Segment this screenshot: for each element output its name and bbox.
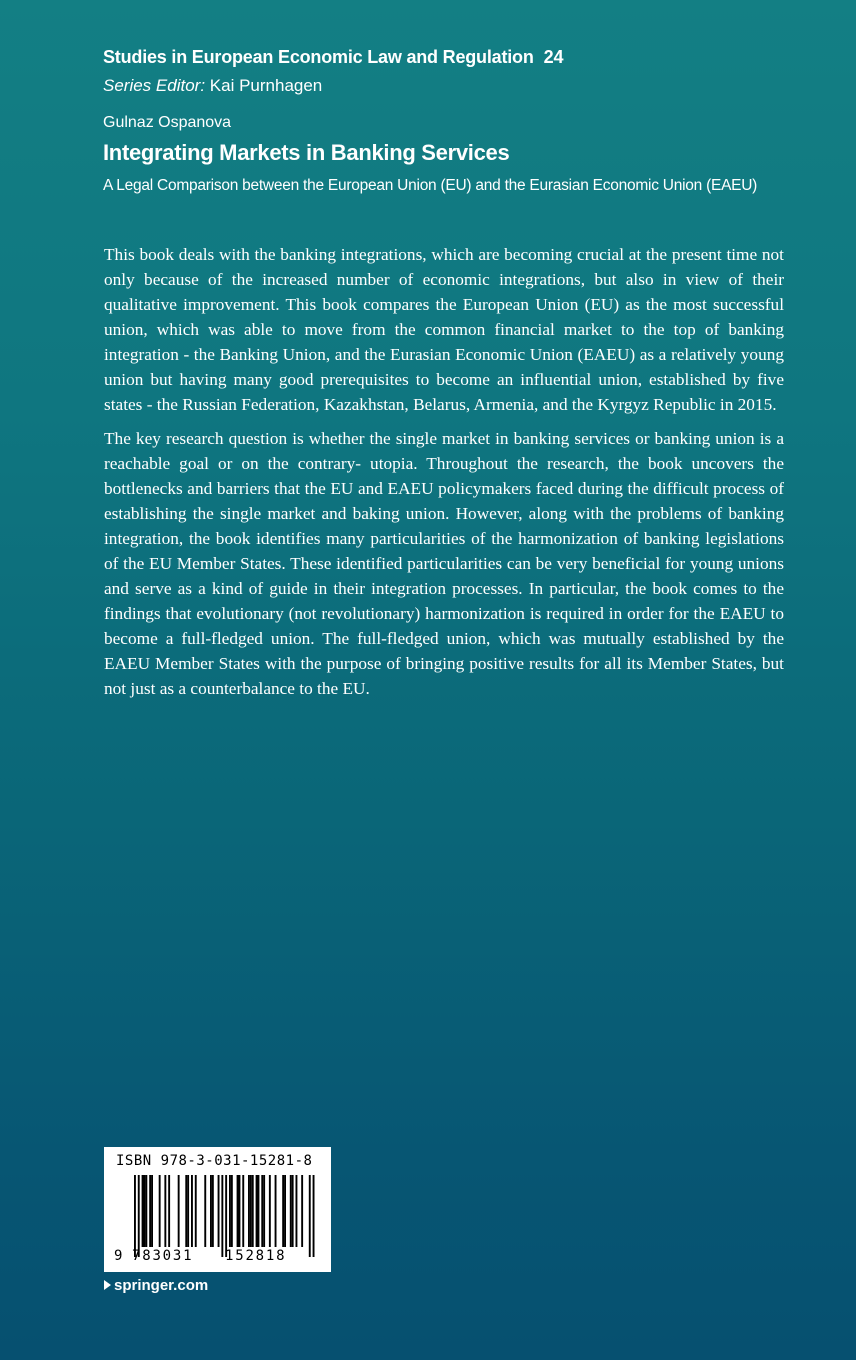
barcode-guard-bar xyxy=(134,1175,136,1257)
barcode-bar xyxy=(168,1175,170,1247)
book-subtitle: A Legal Comparison between the European Union (EU) and the Eurasian Economic Union (EAEU) xyxy=(103,177,758,194)
barcode-guard-bar xyxy=(221,1175,223,1257)
barcode-bar xyxy=(210,1175,212,1247)
barcode-bar xyxy=(237,1175,239,1247)
barcode-bar xyxy=(290,1175,292,1247)
book-author: Gulnaz Ospanova xyxy=(103,114,232,131)
barcode-bar xyxy=(191,1175,193,1247)
barcode-bar xyxy=(258,1175,260,1247)
barcode-guard-bar xyxy=(309,1175,311,1257)
barcode-bar xyxy=(250,1175,252,1247)
blurb-paragraph-2: The key research question is whether the single market in banking services or banking union is a reachable goal or on the contrary- utopia. Throughout the research, the book uncovers the bottlenecks and barriers that the EU and EAEU policymakers faced during the difficult process of establishing the single market and baking union. However, along with the problems of banking integration, the book identifies many particularities of the harmonization of banking legislations of the EU Member States. These identified particularities can be very beneficial for young unions and serve as a kind of guide in their integration processes. In particular, the book comes to the findings that evolutionary (not revolutionary) harmonization is required in order for the EAEU to become a full-fledged union. The full-fledged union, which was mutually established by the EAEU Member States with the purpose of bringing positive results for all its Member States, but not just as a counterbalance to the EU. xyxy=(104,429,784,698)
barcode-bar xyxy=(204,1175,206,1247)
barcode-bar xyxy=(252,1175,254,1247)
publisher-link[interactable] xyxy=(104,1277,208,1294)
barcode-bar xyxy=(144,1175,146,1247)
barcode-guard-bar xyxy=(138,1175,140,1257)
barcode-bar xyxy=(187,1175,189,1247)
barcode-bar xyxy=(261,1175,263,1247)
barcode-bar xyxy=(292,1175,294,1247)
barcode-bar xyxy=(275,1175,277,1247)
blurb-paragraph-1: This book deals with the banking integrations, which are becoming crucial at the present time not only because of the increased number of economic integrations, but also in view of their qualitative improvement. This book compares the European Union (EU) as the most successful union, which was able to move from the common financial market to the top of banking integration - the Banking Union, and the Eurasian Economic Union (EAEU) as a relatively young union but having many good prerequisites to become an influential union, established by five states - the Russian Federation, Kazakhstan, Belarus, Armenia, and the Kyrgyz Republic in 2015. xyxy=(104,245,784,414)
book-title: Integrating Markets in Banking Services xyxy=(103,140,510,165)
barcode-bar xyxy=(212,1175,214,1247)
barcode-bar xyxy=(218,1175,220,1247)
barcode-bar xyxy=(263,1175,265,1247)
barcode-bar xyxy=(164,1175,166,1247)
barcode-bar xyxy=(229,1175,231,1247)
barcode-bar xyxy=(284,1175,286,1247)
barcode-bar xyxy=(149,1175,151,1247)
barcode-bar xyxy=(242,1175,244,1247)
arrow-right-icon xyxy=(104,1280,111,1290)
barcode-bar xyxy=(301,1175,303,1247)
barcode-bar xyxy=(159,1175,161,1247)
isbn-label: ISBN 978-3-031-15281-8 xyxy=(116,1153,313,1169)
barcode-bar xyxy=(185,1175,187,1247)
barcode-bar xyxy=(248,1175,250,1247)
isbn-barcode xyxy=(104,1147,331,1272)
barcode-bar xyxy=(195,1175,197,1247)
series-editor xyxy=(103,76,322,96)
barcode-bar xyxy=(239,1175,241,1247)
barcode-digit-first: 9 xyxy=(114,1248,123,1264)
barcode-bar xyxy=(231,1175,233,1247)
barcode-bar xyxy=(296,1175,298,1247)
series-name: Studies in European Economic Law and Regulation xyxy=(103,47,534,67)
barcode-bar xyxy=(151,1175,153,1247)
barcode-bar xyxy=(269,1175,271,1247)
series-editor-name: Kai Purnhagen xyxy=(209,76,323,95)
barcode-guard-bar xyxy=(225,1175,227,1257)
barcode-guard-bar xyxy=(313,1175,315,1257)
barcode-digit-group-left: 783031 xyxy=(132,1248,194,1264)
publisher-url: springer.com xyxy=(114,1277,209,1294)
barcode-bar xyxy=(145,1175,147,1247)
barcode-bar xyxy=(282,1175,284,1247)
series-editor-label: Series Editor: xyxy=(103,76,206,95)
barcode-bar xyxy=(178,1175,180,1247)
series-title xyxy=(103,47,563,68)
barcode-digit-group-right: 152818 xyxy=(225,1248,287,1264)
barcode-bar xyxy=(142,1175,144,1247)
series-number: 24 xyxy=(543,47,564,67)
back-cover-blurb xyxy=(104,242,784,710)
barcode-bar xyxy=(256,1175,258,1247)
